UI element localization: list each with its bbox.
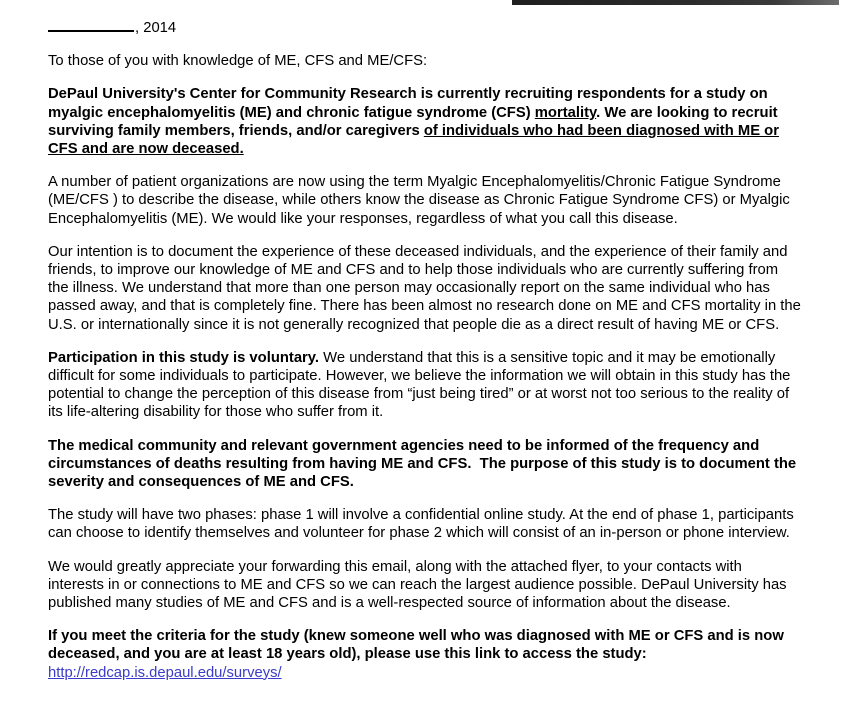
recruiting-mid: . We are looking to recruit surviving family members, friends, and/or caregivers <box>48 104 778 139</box>
paragraph-medical-community: The medical community and relevant government agencies need to be informed of the frequency and circumstances of deaths resulting from having ME and CFS. The purpose of this study is to document the severity and consequences of ME and CFS. <box>48 437 797 491</box>
paragraph-intention: Our intention is to document the experience of these deceased individuals, and the experience of their family and friends, to improve our knowledge of ME and CFS and to help those individuals who are currently suffering from the illness. We understand that more than one person may occasionally report on the same individual who has passed away, and that is completely fine. There has been almost no research done on ME and CFS mortality in the U.S. or internationally since it is not generally recognized that people die as a direct result of having ME or CFS. <box>48 243 801 333</box>
salutation: To those of you with knowledge of ME, CFS and ME/CFS: <box>48 53 428 70</box>
paragraph-voluntary <box>48 349 801 422</box>
voluntary-rest: We understand that this is a sensitive topic and it may be emotionally difficult for some individuals to participate. However, we believe the information we will obtain in this study has the potential to change the perception of this disease from “just being tired” or at worst not too serious to the reality of its life-altering disability for those who suffer from it. <box>48 349 791 421</box>
paragraph-forwarding: We would greatly appreciate your forwarding this email, along with the attached flyer, to your contacts with interests in or connections to ME and CFS so we can reach the largest audience possible. DePaul University has published many studies of ME and CFS and is a well-respected source of information about the disease. <box>48 558 787 612</box>
recruiting-underlined-deceased: of individuals who had been diagnosed with ME or CFS and are now deceased. <box>48 122 779 158</box>
study-survey-link[interactable]: http://redcap.is.depaul.edu/surveys/ <box>48 664 282 681</box>
paragraph-criteria: If you meet the criteria for the study (knew someone well who was diagnosed with ME or CFS and is now deceased, and you are at least 18 years old), please use this link to access the study: <box>48 628 784 663</box>
paragraph-recruiting <box>48 85 801 158</box>
paragraph-phases: The study will have two phases: phase 1 will involve a confidential online study. At the end of phase 1, participants can choose to identify themselves and volunteer for phase 2 which will consist of an in-person or phone interview. <box>48 507 794 542</box>
date-year: , 2014 <box>135 20 177 36</box>
date-line <box>48 17 801 37</box>
recruiting-lead: DePaul University's Center for Community Research is currently recruiting respondents for a study on myalgic encephalomyelitis (ME) and chronic fatigue syndrome (CFS) <box>48 86 768 121</box>
criteria-block <box>48 627 801 682</box>
date-blank-line <box>48 17 134 32</box>
paragraph-terminology: A number of patient organizations are now using the term Myalgic Encephalomyelitis/Chronic Fatigue Syndrome (ME/CFS ) to describe the disease, while others know the disease as Chronic Fatigue Syndrome CFS) or Myalgic Encephalomyelitis (ME). We would like your responses, regardless of what you call this disease. <box>48 174 790 227</box>
recruiting-underlined-mortality: mortality <box>534 104 597 121</box>
voluntary-bold-lead: Participation in this study is voluntary. <box>48 349 320 366</box>
top-edge-cutoff-bar <box>512 0 839 5</box>
